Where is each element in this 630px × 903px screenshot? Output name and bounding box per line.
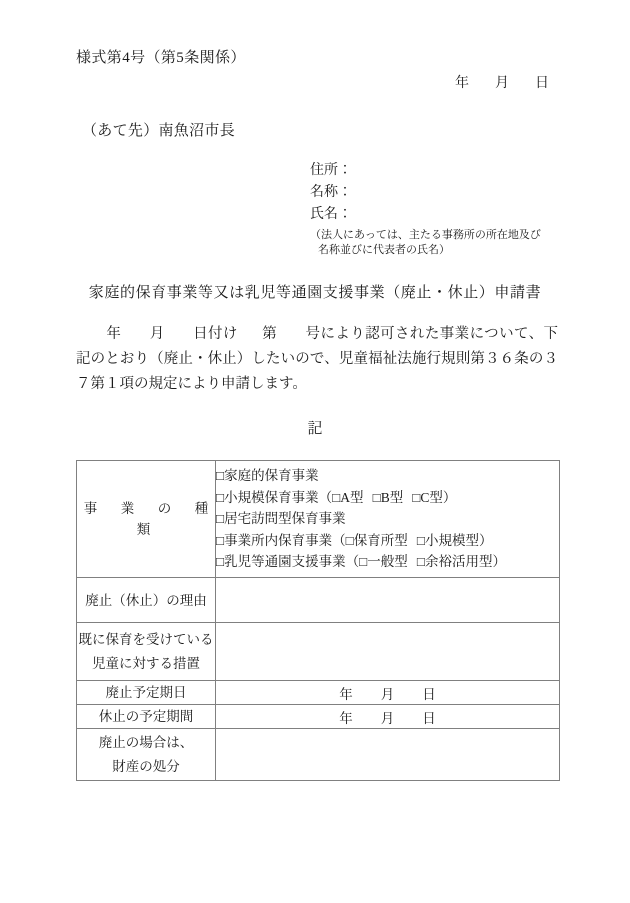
- checkbox-option-home-care[interactable]: [216, 465, 559, 487]
- checkbox-label: □家庭的保育事業: [216, 468, 319, 484]
- body-number-suffix: 号により認可された事業について、下記のとおり（廃: [76, 326, 559, 367]
- checkbox-label: □居宅訪問型保育事業: [216, 511, 346, 527]
- body-paragraph: [76, 322, 558, 397]
- property-disposal-input-cell[interactable]: [216, 729, 560, 781]
- checkbox-option-workplace[interactable]: [216, 530, 559, 552]
- row-label-measures: [77, 623, 216, 681]
- checkbox-sub-a[interactable]: □A型: [332, 489, 364, 505]
- row-label-abolition-date: 廃止予定期日: [77, 681, 216, 705]
- checkbox-option-small-scale[interactable]: [216, 487, 559, 509]
- measures-input-cell[interactable]: [216, 623, 560, 681]
- checkbox-close: ）: [478, 532, 493, 548]
- row-label-measures-line2: 児童に対する措置: [92, 655, 200, 671]
- checkbox-sub-general[interactable]: □一般型: [359, 554, 408, 570]
- row-label-measures-line1: 既に保育を受けている: [78, 631, 214, 647]
- ki-marker: 記: [307, 421, 323, 437]
- applicant-name-label: 名称：: [310, 185, 352, 200]
- applicant-person-label: 氏名：: [310, 207, 352, 222]
- form-number: 様式第4号（第5条関係）: [76, 50, 246, 66]
- row-label-property-disposal: [77, 729, 216, 781]
- table-row: [77, 681, 560, 705]
- date-month: 月: [380, 686, 395, 702]
- applicant-note-line2: 名称並びに代表者の氏名）: [318, 244, 450, 256]
- header-date-day: 日: [535, 76, 549, 91]
- table-row: [77, 461, 560, 578]
- date-month: 月: [380, 710, 395, 726]
- body-year: 年: [106, 326, 122, 342]
- row-label-property-line1: 廃止の場合は、: [98, 734, 194, 750]
- table-row: [77, 705, 560, 729]
- checkbox-option-home-visit[interactable]: [216, 508, 559, 530]
- table-row: [77, 729, 560, 781]
- date-day: 日: [422, 710, 436, 726]
- body-line3: します。: [250, 376, 307, 392]
- body-month: 月: [149, 326, 165, 342]
- checkbox-option-infant-commute[interactable]: [216, 551, 559, 573]
- header-date-month: 月: [495, 76, 509, 91]
- body-line2: 止・休止）したいので、児童福祉法施行規則第３６条の３７第１項の規定により申請: [76, 351, 558, 392]
- date-day: 日: [422, 686, 436, 702]
- application-table: [76, 460, 560, 781]
- date-year: 年: [339, 686, 353, 702]
- table-row: [77, 578, 560, 623]
- applicant-address-label: 住所：: [310, 163, 352, 178]
- checkbox-sub-small[interactable]: □小規模型: [416, 532, 479, 548]
- addressee-line: （あて先）南魚沼市長: [82, 123, 236, 139]
- suspension-period-cell[interactable]: [216, 705, 560, 729]
- checkbox-sub-nursery[interactable]: □保育所型: [345, 532, 408, 548]
- date-year: 年: [339, 710, 353, 726]
- checkbox-label: □乳児等通園支援事業（: [216, 554, 360, 570]
- body-day-suffix: 日付け: [192, 326, 238, 342]
- checkbox-sub-b[interactable]: □B型: [372, 489, 404, 505]
- checkbox-sub-c[interactable]: □C型: [412, 489, 443, 505]
- checkbox-sub-surplus[interactable]: □余裕活用型: [416, 554, 493, 570]
- applicant-note-line1: （法人にあっては、主たる事務所の所在地及び: [310, 229, 541, 241]
- header-date-year: 年: [455, 76, 469, 91]
- row-label-suspension-period: 休止の予定期間: [77, 705, 216, 729]
- checkbox-close: ）: [442, 489, 457, 505]
- abolition-date-cell[interactable]: [216, 681, 560, 705]
- row-label-business-type: 事 業 の 種 類: [77, 461, 216, 578]
- applicant-block: [310, 160, 541, 258]
- body-number-prefix: 第: [261, 326, 278, 342]
- applicant-note: [310, 228, 541, 258]
- header-date-line: [455, 72, 549, 92]
- document-title: 家庭的保育事業等又は乳児等通園支援事業（廃止・休止）申請書: [88, 285, 542, 301]
- checkbox-label: □事業所内保育事業（: [216, 532, 346, 548]
- reason-input-cell[interactable]: [216, 578, 560, 623]
- row-label-property-line2: 財産の処分: [112, 758, 180, 774]
- row-label-reason: 廃止（休止）の理由: [77, 578, 216, 623]
- business-type-options: [216, 461, 560, 578]
- checkbox-label: □小規模保育事業（: [216, 489, 333, 505]
- table-row: [77, 623, 560, 681]
- checkbox-close: ）: [492, 554, 506, 570]
